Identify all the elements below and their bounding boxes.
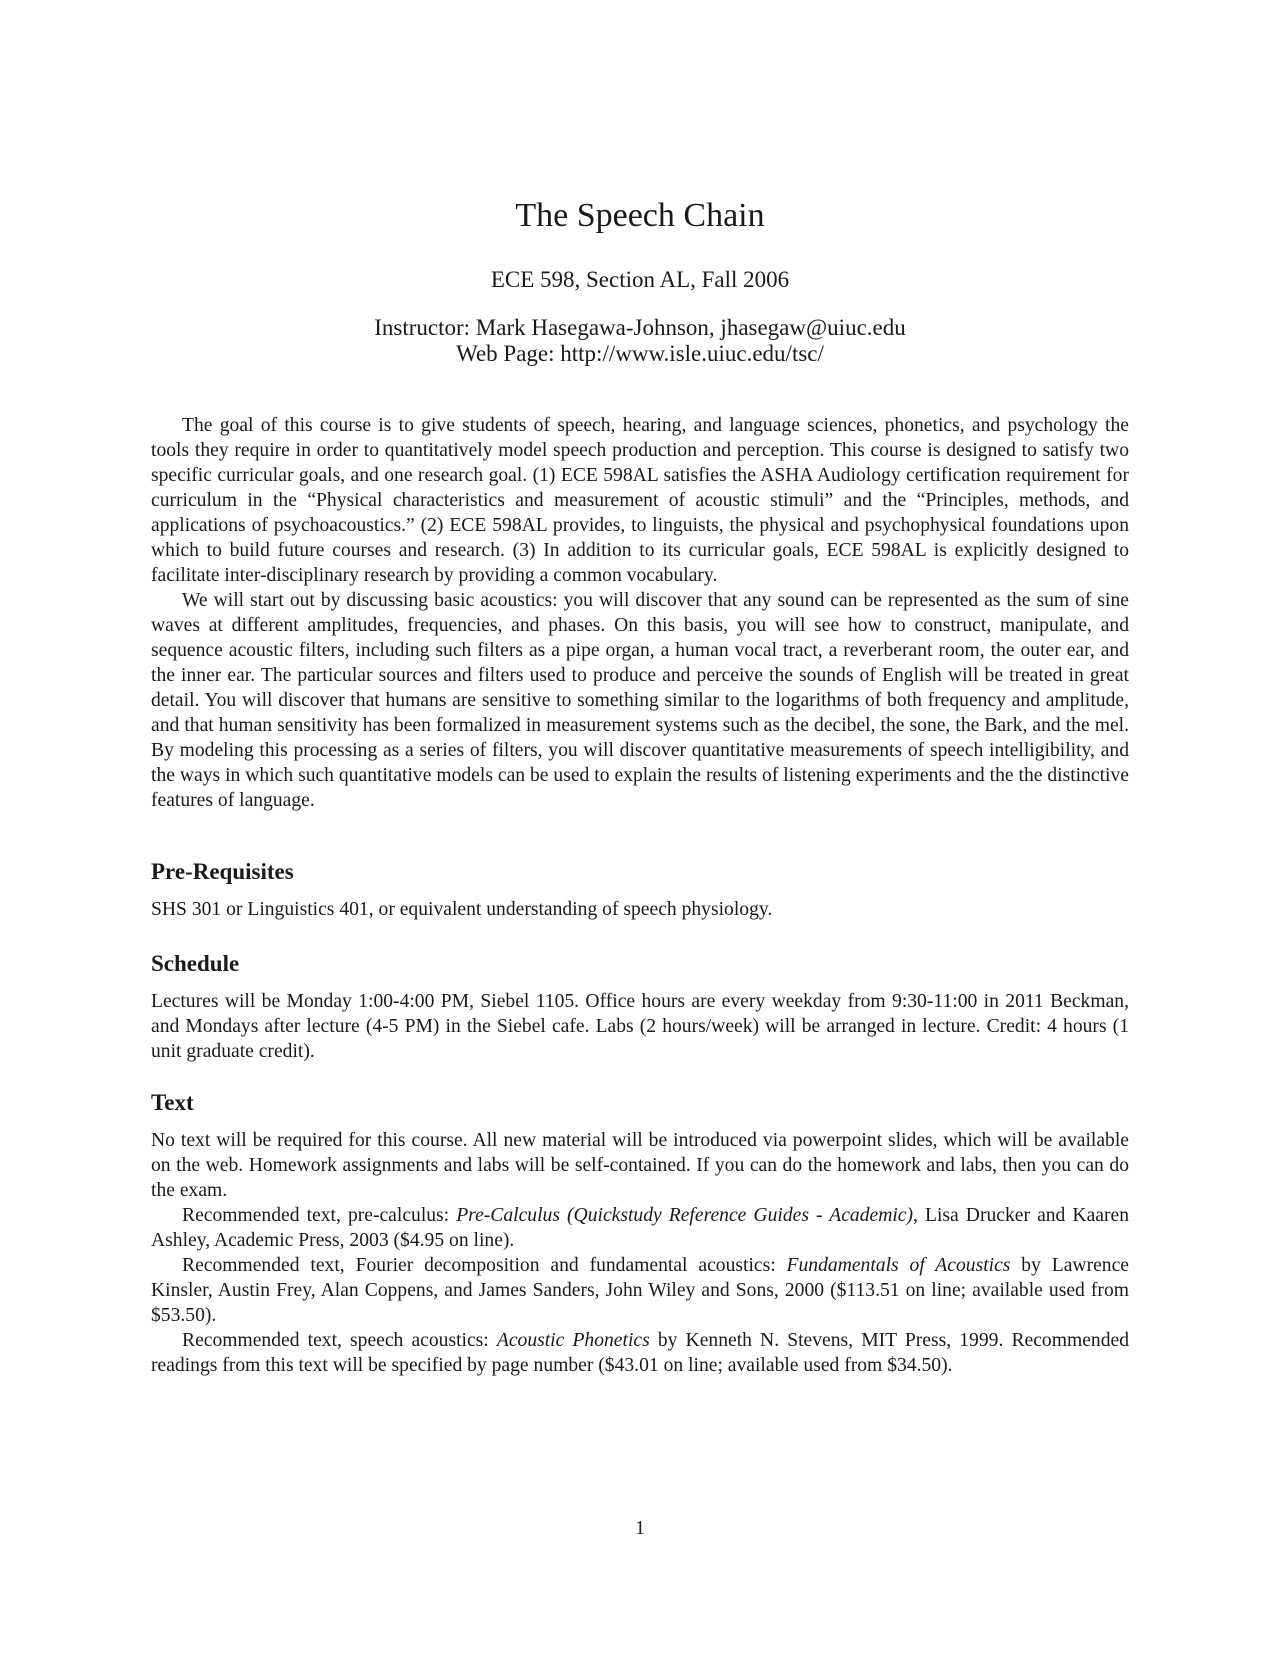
recommended-phonetics xyxy=(151,1328,1129,1378)
intro-section xyxy=(151,413,1129,813)
prereq-section xyxy=(151,897,1129,922)
rec1-intro: Recommended text, pre-calculus: xyxy=(182,1205,457,1226)
rec1-details: , Lisa Drucker and Kaaren Ashley, Academic Press, 2003 ($4.95 on line). xyxy=(151,1205,1129,1251)
page-number: 1 xyxy=(635,1518,645,1539)
intro-paragraph-1: The goal of this course is to give students of speech, hearing, and language sciences, phonetics, and psychology the tools they require in order to quantitatively model speech production and perception. This course is designed to satisfy two specific curricular goals, and one research goal. (1) ECE 598AL satisfies the ASHA Audiology certification requirement for curriculum in the “Physical characteristics and measurement of acoustic stimuli” and the “Principles, methods, and applications of psychoacoustics.” (2) ECE 598AL provides, to linguists, the physical and psychophysical foundations upon which to build future courses and research. (3) In addition to its curricular goals, ECE 598AL is explicitly designed to facilitate inter-disciplinary research by providing a common vocabulary. xyxy=(151,415,1129,586)
text-section xyxy=(151,1128,1129,1378)
rec2-book-title: Fundamentals of Acoustics xyxy=(786,1255,1011,1276)
rec3-details: by Kenneth N. Stevens, MIT Press, 1999. Recommended readings from this text will be specified by page number ($43.01 on line; available used from $34.50). xyxy=(151,1330,1129,1376)
rec2-details: by Lawrence Kinsler, Austin Frey, Alan Coppens, and James Sanders, John Wiley and Sons, 2000 ($113.51 on line; available used from $53.50). xyxy=(151,1255,1129,1326)
rec3-book-title: Acoustic Phonetics xyxy=(496,1330,650,1351)
rec3-intro: Recommended text, speech acoustics: xyxy=(182,1330,497,1351)
text-paragraph-1: No text will be required for this course. All new material will be introduced via powerpoint slides, which will be available on the web. Homework assignments and labs will be self-contained. If you can do the homework and labs, then you can do the exam. xyxy=(151,1130,1129,1201)
instructor-line: Instructor: Mark Hasegawa-Johnson, jhasegaw@uiuc.edu xyxy=(374,315,906,340)
webpage-line: Web Page: http://www.isle.uiuc.edu/tsc/ xyxy=(456,341,824,366)
schedule-heading: Schedule xyxy=(151,951,240,976)
rec1-book-title: Pre-Calculus (Quickstudy Reference Guides - Academic) xyxy=(456,1205,914,1226)
recommended-precalc xyxy=(151,1203,1129,1253)
document-page xyxy=(151,0,1129,1656)
text-heading: Text xyxy=(151,1090,194,1115)
schedule-section xyxy=(151,989,1129,1064)
prereq-text: SHS 301 or Linguistics 401, or equivalent understanding of speech physiology. xyxy=(151,899,773,920)
recommended-acoustics xyxy=(151,1253,1129,1328)
rec2-intro: Recommended text, Fourier decomposition and fundamental acoustics: xyxy=(182,1255,787,1276)
prereq-heading: Pre-Requisites xyxy=(151,859,294,884)
course-info: ECE 598, Section AL, Fall 2006 xyxy=(490,267,790,292)
intro-paragraph-2: We will start out by discussing basic acoustics: you will discover that any sound can be represented as the sum of sine waves at different amplitudes, frequencies, and phases. On this basis, you will see how to construct, manipulate, and sequence acoustic filters, including such filters as a pipe organ, a human vocal tract, a reverberant room, the outer ear, and the inner ear. The particular sources and filters used to produce and perceive the sounds of English will be treated in great detail. You will discover that humans are sensitive to something similar to the logarithms of both frequency and amplitude, and that human sensitivity has been formalized in measurement systems such as the decibel, the sone, the Bark, and the mel. By modeling this processing as a series of filters, you will discover quantitative measurements of speech intelligibility, and the ways in which such quantitative models can be used to explain the results of listening experiments and the the distinctive features of language. xyxy=(151,590,1129,811)
schedule-text: Lectures will be Monday 1:00-4:00 PM, Siebel 1105. Office hours are every weekday from 9:30-11:00 in 2011 Beckman, and Mondays after lecture (4-5 PM) in the Siebel cafe. Labs (2 hours/week) will be arranged in lecture. Credit: 4 hours (1 unit graduate credit). xyxy=(151,991,1129,1062)
document-title: The Speech Chain xyxy=(515,197,765,234)
